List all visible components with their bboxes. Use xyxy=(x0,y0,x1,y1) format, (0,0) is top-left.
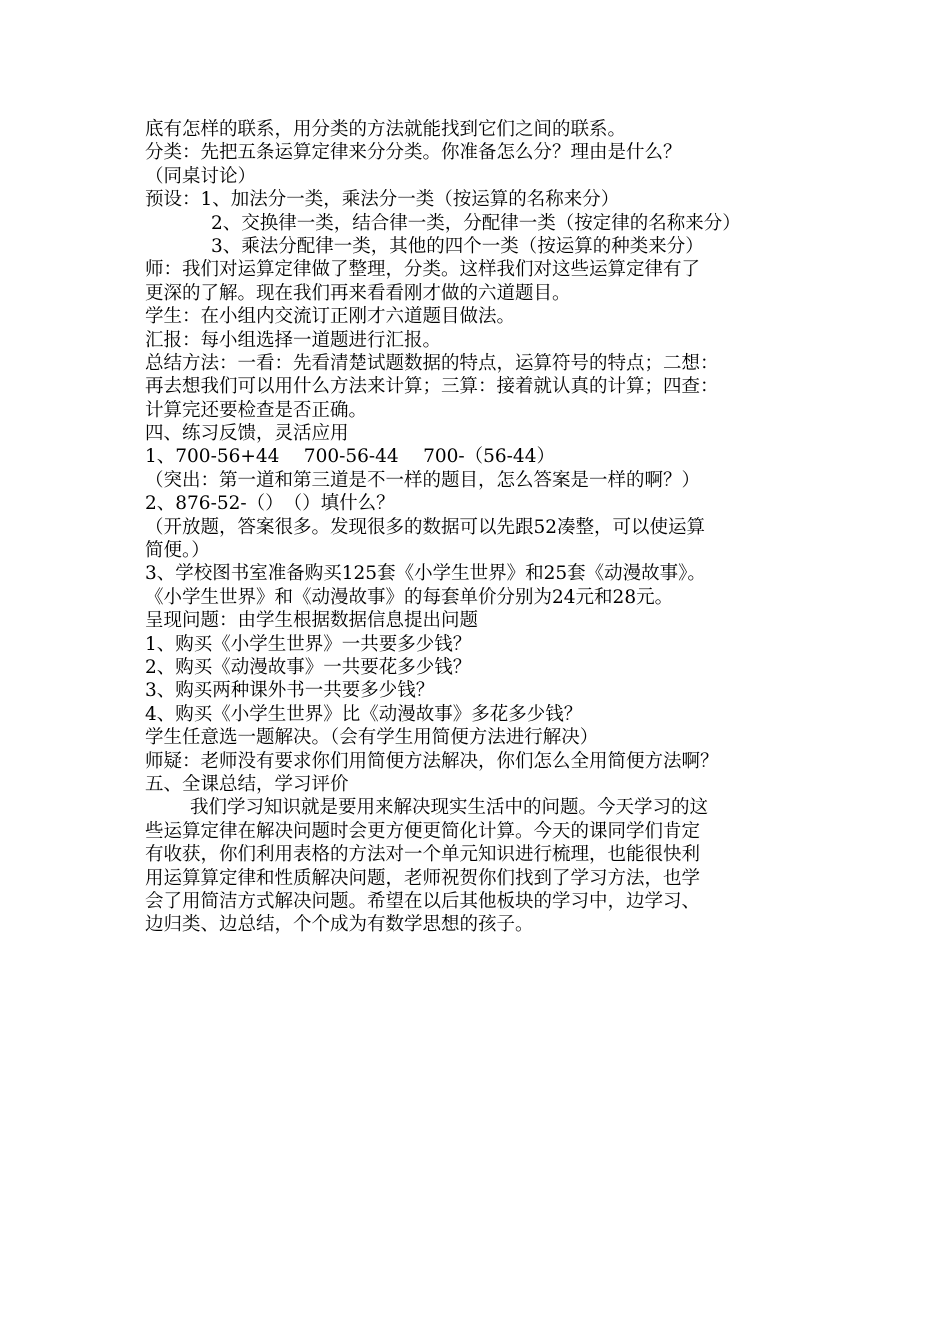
text-line: （突出：第一道和第三道是不一样的题目，怎么答案是一样的啊？） xyxy=(145,469,701,491)
section-heading: 四、练习反馈，灵活应用 xyxy=(145,423,349,445)
text-line: 更深的了解。现在我们再来看看刚才做的六道题目。 xyxy=(145,282,571,304)
text-line: 学生任意选一题解决。（会有学生用简便方法进行解决） xyxy=(145,727,599,749)
text-line: 4、购买《小学生世界》比《动漫故事》多花多少钱？ xyxy=(145,703,583,725)
text-line: 1、购买《小学生世界》一共要多少钱？ xyxy=(145,633,472,655)
text-line: 1、700-56+44 700-56-44 700-（56-44） xyxy=(145,446,555,468)
text-line: 呈现问题：由学生根据数据信息提出问题 xyxy=(145,610,479,632)
text-line: 总结方法：一看：先看清楚试题数据的特点，运算符号的特点；二想： xyxy=(145,352,719,374)
text-line: 2、交换律一类，结合律一类，分配律一类（按定律的名称来分） xyxy=(211,212,741,234)
text-line: 会了用简洁方式解决问题。希望在以后其他板块的学习中，边学习、 xyxy=(145,890,701,912)
text-line: 有收获，你们利用表格的方法对一个单元知识进行梳理，也能很快利 xyxy=(145,844,701,866)
text-line: 我们学习知识就是要用来解决现实生活中的问题。今天学习的这 xyxy=(190,797,709,819)
text-line: 分类：先把五条运算定律来分分类。你准备怎么分？理由是什么？ xyxy=(145,142,682,164)
text-line: 2、876-52-（） （）填什么？ xyxy=(145,493,395,515)
text-line: 师：我们对运算定律做了整理，分类。这样我们对这些运算定律有了 xyxy=(145,259,701,281)
text-line: 底有怎样的联系，用分类的方法就能找到它们之间的联系。 xyxy=(145,119,627,140)
text-line: 学生：在小组内交流订正刚才六道题目做法。 xyxy=(145,306,516,328)
text-line: （同桌讨论） xyxy=(145,165,257,187)
text-line: 2、购买《动漫故事》一共要花多少钱？ xyxy=(145,656,472,678)
text-line: 3、乘法分配律一类，其他的四个一类（按运算的种类来分） xyxy=(211,235,704,257)
text-line: 简便。） xyxy=(145,540,210,562)
text-line: 再去想我们可以用什么方法来计算；三算：接着就认真的计算；四查： xyxy=(145,376,719,398)
document-page xyxy=(145,118,825,937)
text-line: 3、学校图书室准备购买125套《小学生世界》和25套《动漫故事》。 xyxy=(145,563,706,585)
text-line: （开放题，答案很多。发现很多的数据可以先跟52凑整，可以使运算 xyxy=(145,516,706,538)
text-line: 师疑：老师没有要求你们用简便方法解决，你们怎么全用简便方法啊？ xyxy=(145,750,719,772)
text-line: 计算完还要检查是否正确。 xyxy=(145,399,368,421)
text-line: 用运算算定律和性质解决问题，老师祝贺你们找到了学习方法，也学 xyxy=(145,867,701,889)
text-line: 边归类、边总结，个个成为有数学思想的孩子。 xyxy=(145,914,534,936)
text-line: 3、购买两种课外书一共要多少钱？ xyxy=(145,680,435,702)
text-line: 预设：1、加法分一类，乘法分一类（按运算的名称来分） xyxy=(145,189,620,211)
text-line: 些运算定律在解决问题时会更方便更简化计算。今天的课同学们肯定 xyxy=(145,820,701,842)
text-line: 汇报：每小组选择一道题进行汇报。 xyxy=(145,329,442,351)
text-line: 《小学生世界》和《动漫故事》的每套单价分别为24元和28元。 xyxy=(145,586,674,608)
section-heading: 五、全课总结，学习评价 xyxy=(145,773,349,795)
